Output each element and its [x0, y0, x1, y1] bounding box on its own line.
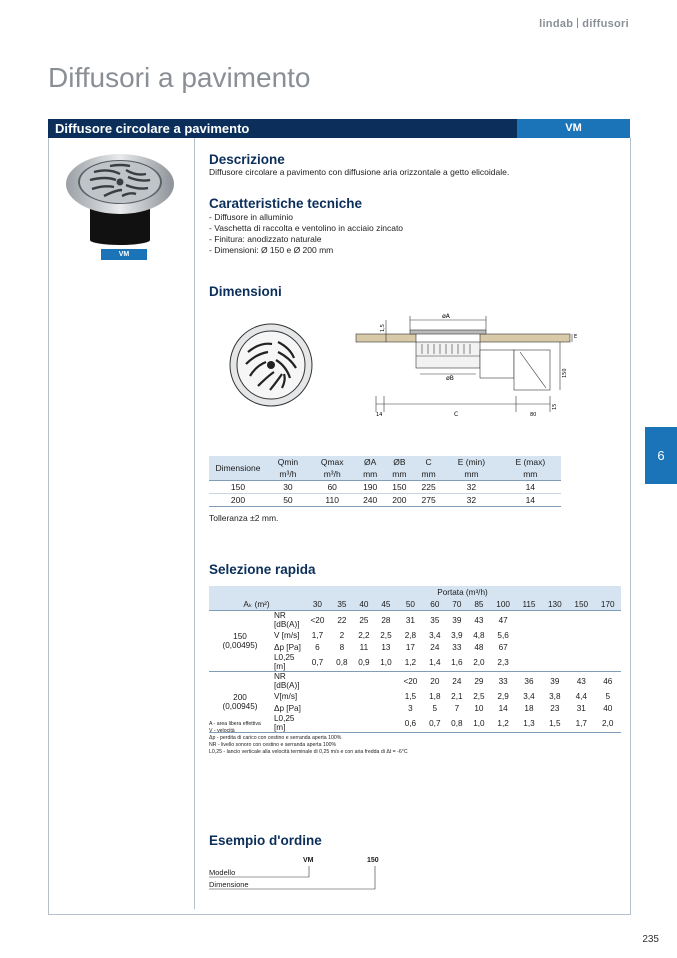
- table-header: ØB: [385, 456, 414, 468]
- table-row: Δp [Pa] 3 5 7 10 14 18 23 31 40: [274, 703, 613, 713]
- size-cell: 150 (0,00495): [222, 632, 258, 650]
- table-row: L0,25 [m] 0,7 0,8 0,9 1,0 1,2 1,4 1,6 2,0 2,3: [209, 653, 621, 672]
- table-header: Dimensione: [209, 456, 267, 481]
- page-number: 235: [642, 934, 659, 945]
- dim-c-label: C: [454, 411, 459, 418]
- table-header: ØA: [356, 456, 385, 468]
- table-row: V [m/s] 1,7 2 2,2 2,5 2,8 3,4 3,9 4,8 5,6: [274, 630, 509, 640]
- caratteristiche-heading: Caratteristiche tecniche: [209, 196, 363, 211]
- dim-15-label: 15: [552, 403, 558, 410]
- dimensions-table: [209, 456, 561, 507]
- dim-150-label: 150: [562, 368, 568, 378]
- table-header: Qmin: [267, 456, 309, 468]
- table-row: V[m/s] 1,5 1,8 2,1 2,5 2,9 3,4 3,8 4,4 5: [274, 691, 611, 701]
- order-connector-lines: [209, 864, 384, 892]
- table-row: 200 (0,00945) NR [dB(A)] <20 20 24 29 33 36 39 43 46: [209, 672, 621, 691]
- list-item: - Dimensioni: Ø 150 e Ø 200 mm: [209, 245, 334, 255]
- selezione-heading: Selezione rapida: [209, 562, 316, 577]
- table-row: 200 50 110 240 200 275 32 14: [209, 494, 561, 507]
- product-tag: VM: [101, 249, 147, 260]
- list-item: - Vaschetta di raccolta e ventolino in acciaio zincato: [209, 223, 404, 233]
- dimensioni-heading: Dimensioni: [209, 284, 282, 299]
- table-unit: mm: [385, 468, 414, 481]
- table-unit: mm: [414, 468, 443, 481]
- table-header: E (max): [500, 456, 561, 468]
- column-divider: [194, 138, 195, 909]
- legend: A - area libera effettiva V - velocità Δp - perdita di carico con cestino e serranda aperta 100% NR - livello sonoro con cestino e serranda aperta 100% L0,25 - lancio verticale alla velocità terminale di 0,25 m/s e con aria fredda di Δt = -6°C: [209, 721, 408, 755]
- size-cell: 200 (0,00945): [222, 693, 258, 711]
- table-row: 150 (0,00495) NR [dB(A)] <20 22 25 28 31 35 39 43 47: [209, 611, 621, 630]
- section-drawing: [350, 312, 576, 418]
- table-unit: m³/h: [309, 468, 356, 481]
- dim-1-5-label: 1,5: [380, 324, 386, 332]
- selection-table: Portata (m³/h) Aₖ (m²) 30 35 40 45 50 60 70 85 100 115 130 150 170 150 (0,00495) NR [dB(A)] <20 22 25 28 31 35 39 43 47 V [m/s] 1,7 2 2,2 2,5 2,8 3,4 3,9 4,8 5,6 Δp [Pa] 6 8 11 13 17 24 33 48 67 L0,25 [m] 0,7 0,8 0,9 1,0 1,2 1,4 1,6 2,0 2,3 200 (0,00945) NR [dB(A)] <20 20 24 29 33 36 39 43 46 V[m/s] 1,5 1,8 2,1 2,5 2,9 3,4 3,8 4,4 5 Δp [Pa] 3 5 7 10 14 18 23 31 40 L0,25 [m] 0,6 0,7 0,8 1,0 1,2 1,3 1,5 1,7 2,0: [209, 586, 621, 733]
- table-unit: mm: [356, 468, 385, 481]
- dim-b-label: øB: [446, 375, 454, 382]
- page-title: Diffusori a pavimento: [48, 62, 311, 93]
- table-unit: mm: [500, 468, 561, 481]
- chapter-tab: 6: [645, 427, 677, 484]
- table-header: E (min): [443, 456, 499, 468]
- list-item: - Diffusore in alluminio: [209, 212, 293, 222]
- dim-e-label: E: [574, 334, 578, 340]
- tolerance-note: Tolleranza ±2 mm.: [209, 513, 279, 523]
- caratteristiche-list: [209, 212, 403, 256]
- portata-header: Portata (m³/h): [304, 586, 621, 598]
- order-dim-label: Dimensione: [209, 880, 249, 889]
- order-model-label: Modello: [209, 868, 236, 877]
- descrizione-text: Diffusore circolare a pavimento con diffusione aria orizzontale a getto elicoidale.: [209, 167, 510, 177]
- table-row: Δp [Pa] 6 8 11 13 17 24 33 48 67: [274, 642, 508, 652]
- table-unit: m³/h: [267, 468, 309, 481]
- dim-a-label: øA: [442, 313, 450, 320]
- order-dim-code: 150: [367, 857, 379, 864]
- section-code: VM: [517, 119, 630, 138]
- ak-header: Aₖ (m²): [209, 598, 304, 611]
- dim-14-label: 14: [376, 412, 383, 418]
- dim-80-label: 80: [530, 412, 537, 418]
- section-title: Diffusore circolare a pavimento: [55, 121, 250, 136]
- table-header: C: [414, 456, 443, 468]
- order-model-code: VM: [303, 857, 314, 864]
- list-item: - Finitura: anodizzato naturale: [209, 234, 322, 244]
- brand-header: lindab diffusori: [539, 18, 629, 30]
- product-image: [64, 150, 176, 246]
- descrizione-heading: Descrizione: [209, 152, 285, 167]
- table-header: Qmax: [309, 456, 356, 468]
- front-view-drawing: [228, 322, 314, 408]
- section-bar: [48, 119, 630, 138]
- esempio-heading: Esempio d'ordine: [209, 833, 322, 848]
- table-row: 150 30 60 190 150 225 32 14: [209, 481, 561, 494]
- table-row: L0,25 [m] 0,6 0,7 0,8 1,0 1,2 1,3 1,5 1,7 2,0: [209, 714, 621, 733]
- table-unit: mm: [443, 468, 499, 481]
